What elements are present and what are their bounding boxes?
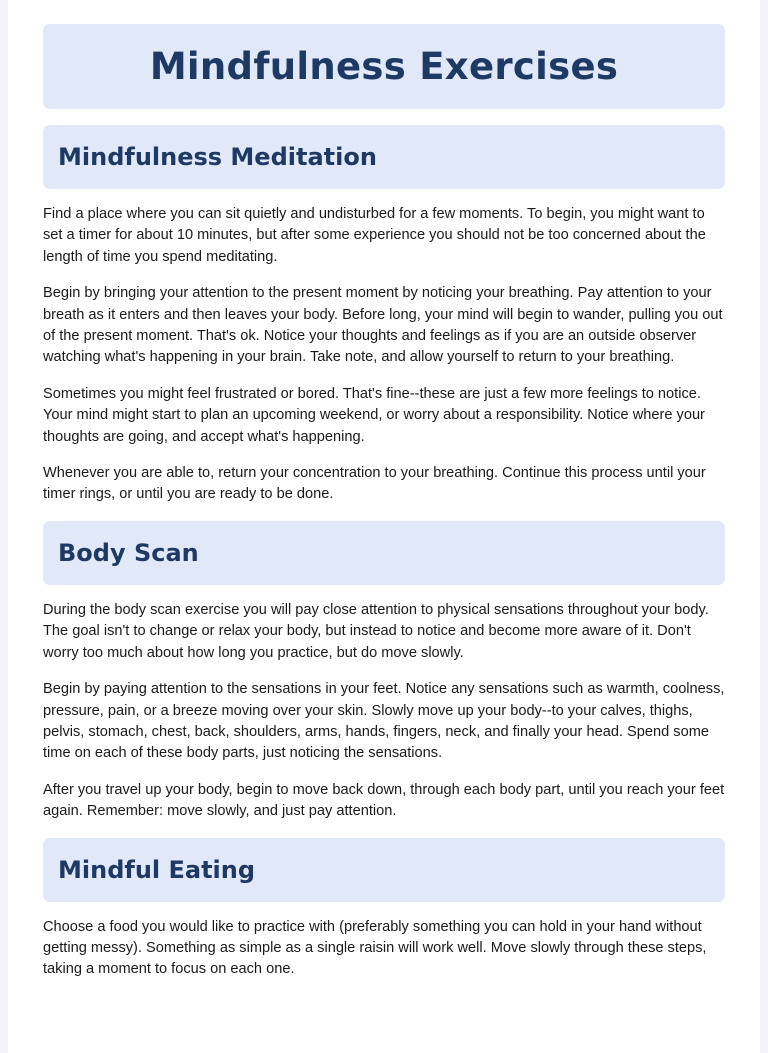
paragraph: Begin by paying attention to the sensations in your feet. Notice any sensations such as warmth, coolness, pressure, pain, or a breeze moving over your skin. Slowly move up your body--to your calves, thighs, pelvis, stomach, chest, back, shoulders, arms, hands, fingers, neck, and finally your head. Spend some time on each of these body parts, just noticing the sensations. xyxy=(43,681,725,762)
section-heading-banner xyxy=(43,838,725,902)
section-heading: Mindful Eating xyxy=(58,855,256,884)
title-banner xyxy=(43,24,725,109)
paragraph: Choose a food you would like to practice with (preferably something you can hold in your hand without getting messy). Something as simple as a single raisin will work well. Move slowly through these steps, taking a moment to focus on each one. xyxy=(43,918,707,978)
paragraph: Find a place where you can sit quietly and undisturbed for a few moments. To begin, you might want to set a timer for about 10 minutes, but after some experience you should not be too concerned about the length of time you spend meditating. xyxy=(43,206,706,265)
section-body-scan xyxy=(43,521,725,823)
paragraph: Sometimes you might feel frustrated or bored. That's fine--these are just a few more feelings to notice. Your mind might start to plan an upcoming weekend, or worry about a responsibility. Notice where your thoughts are going, and accept what's happening. xyxy=(43,385,705,445)
section-heading-banner xyxy=(43,125,725,189)
paragraph: Whenever you are able to, return your concentration to your breathing. Continue this process until your timer rings, or until you are ready to be done. xyxy=(43,465,706,503)
paragraph: Begin by bringing your attention to the present moment by noticing your breathing. Pay attention to your breath as it enters and then leaves your body. Before long, your mind will begin to wander, pulling you out of the present moment. That's ok. Notice your thoughts and feelings as if you are an outside observer watching what's happening in your brain. Take note, and allow yourself to return to your breathing. xyxy=(43,285,723,366)
paragraph: During the body scan exercise you will pay close attention to physical sensations throughout your body. The goal isn't to change or relax your body, but instead to notice and become more aware of it. Don't worry too much about how long you practice, but do move slowly. xyxy=(43,601,709,661)
document-page xyxy=(8,0,760,1053)
section-mindfulness-meditation xyxy=(43,125,725,506)
section-heading: Body Scan xyxy=(58,538,199,567)
section-heading: Mindfulness Meditation xyxy=(58,143,377,171)
page-title: Mindfulness Exercises xyxy=(149,45,619,88)
section-mindful-eating xyxy=(43,838,725,981)
paragraph: After you travel up your body, begin to move back down, through each body part, until you reach your feet again. Remember: move slowly, and just pay attention. xyxy=(43,781,725,820)
section-heading-banner xyxy=(43,521,725,585)
